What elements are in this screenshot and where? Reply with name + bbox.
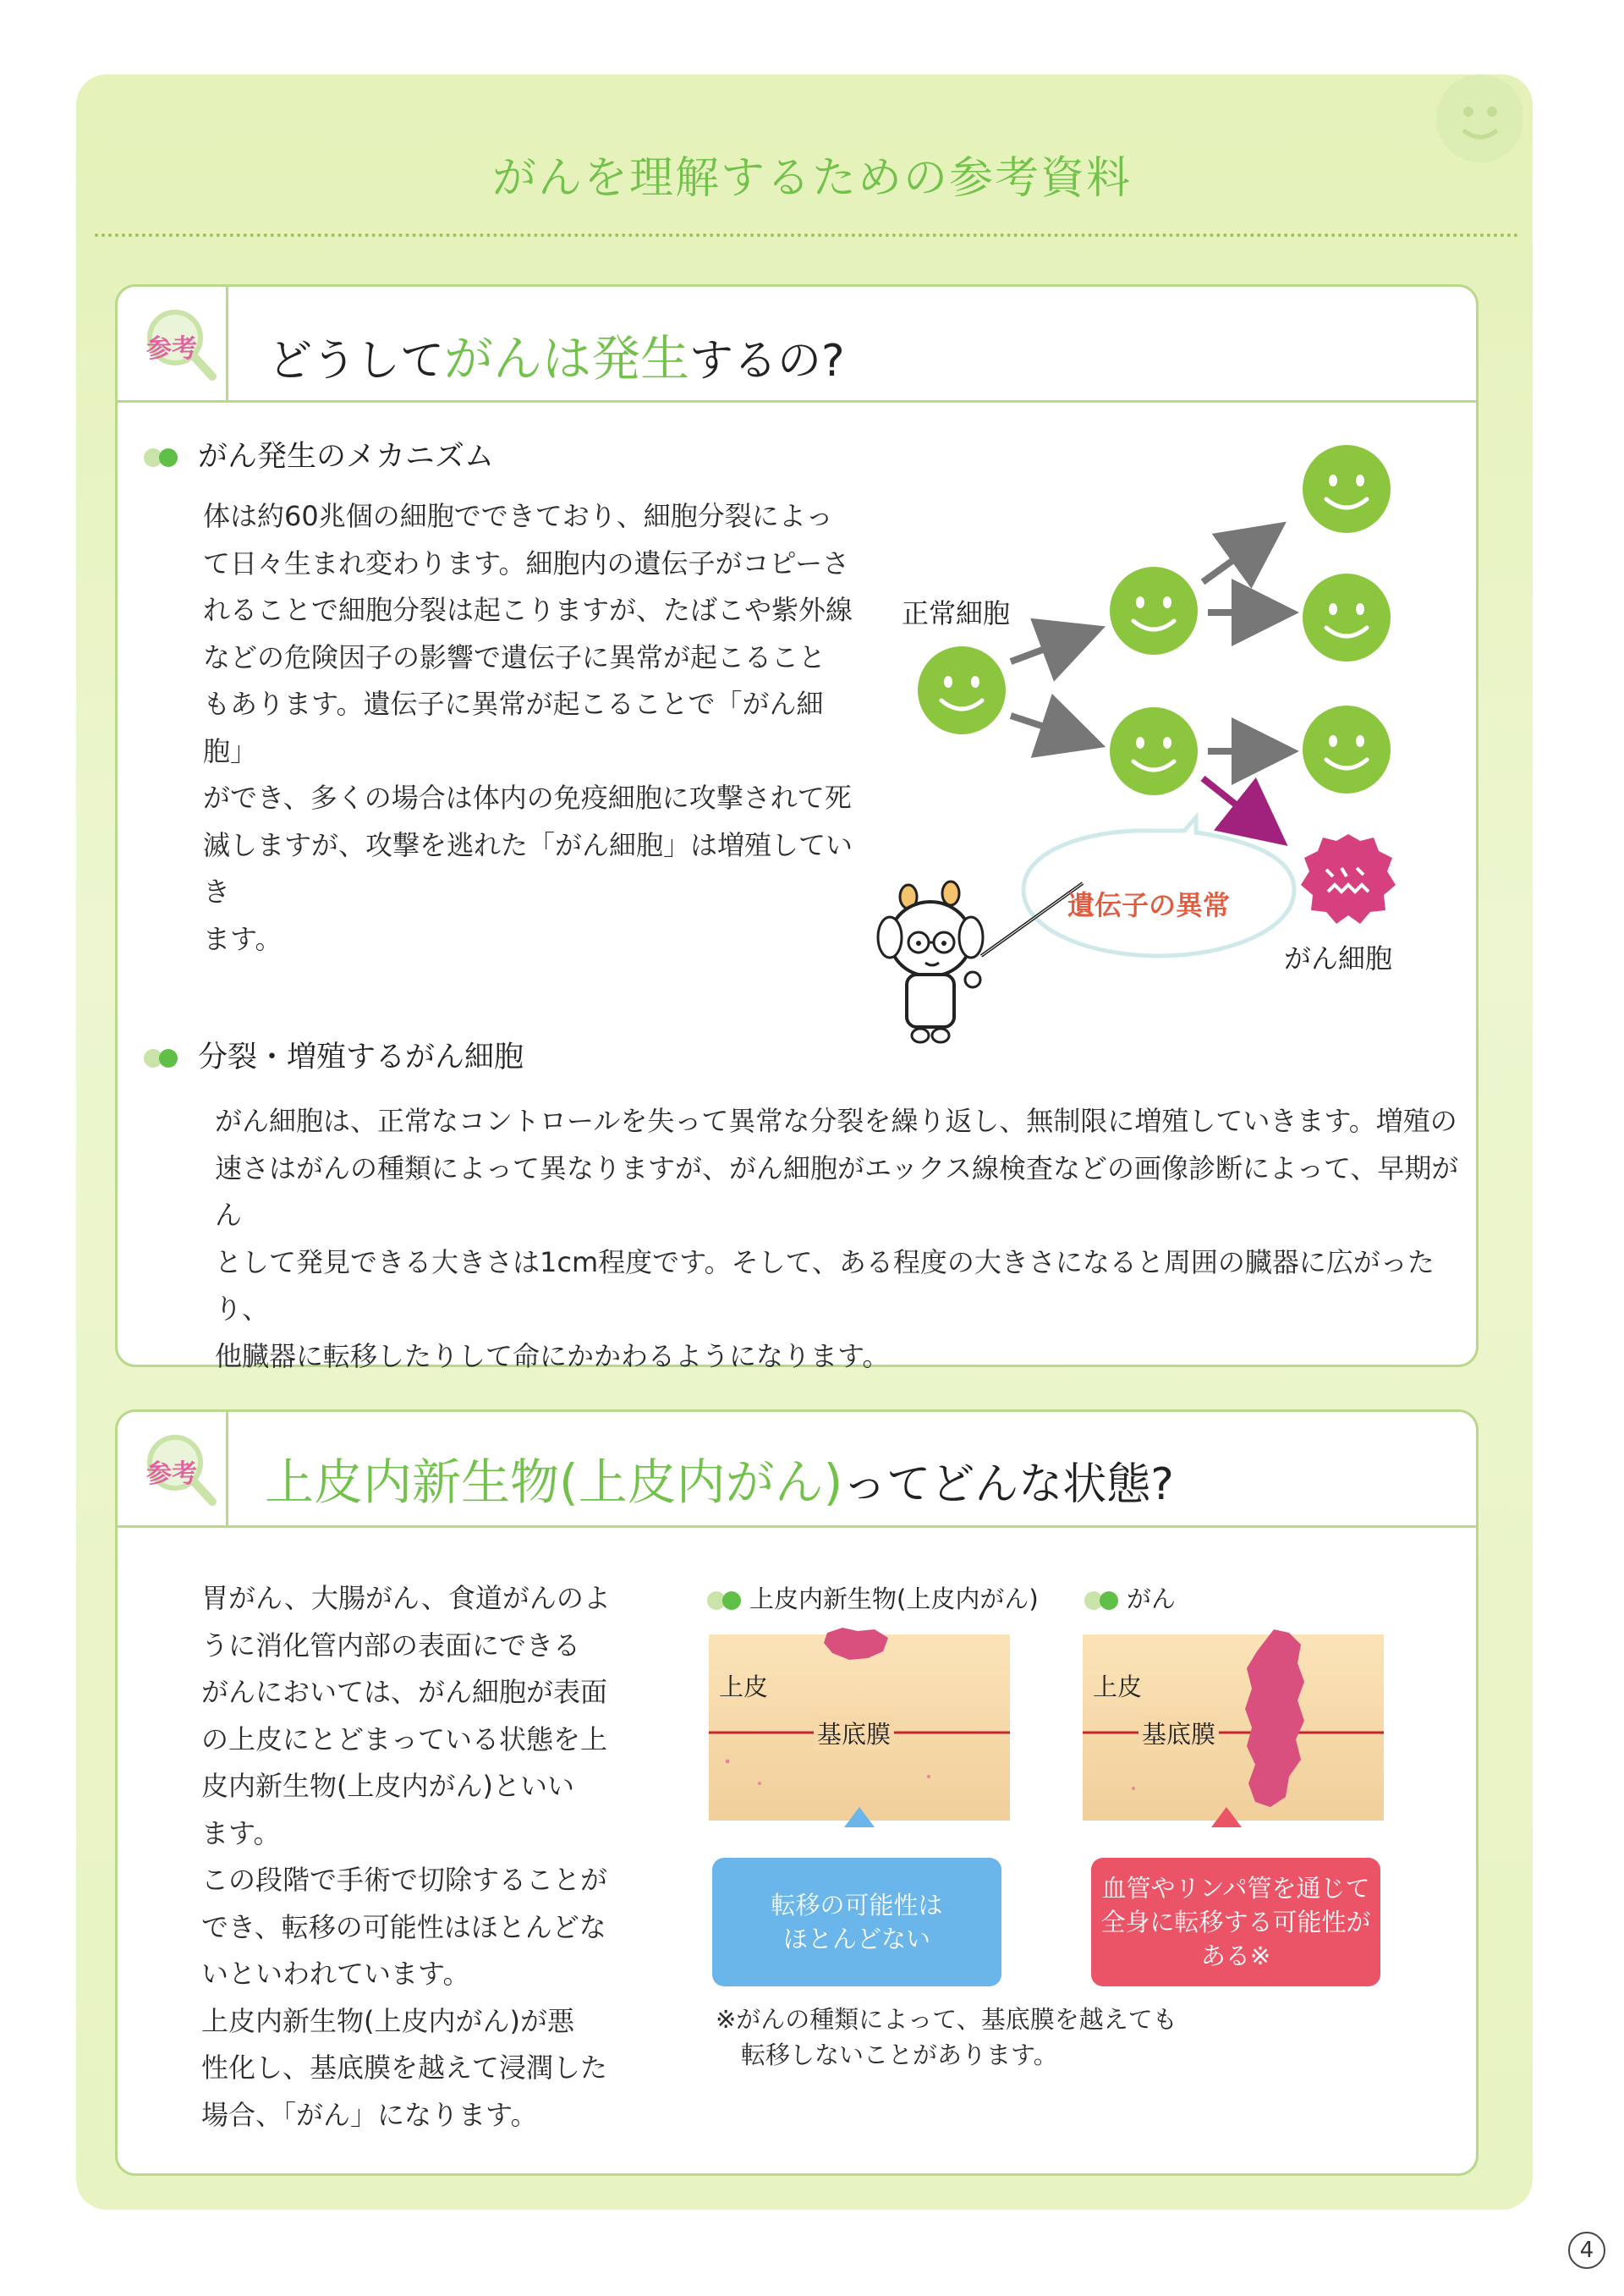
text-line: がんにおいては、がん細胞が表面 bbox=[201, 1676, 608, 1708]
section-2-heading bbox=[265, 1442, 1174, 1513]
badge-label: 参考 bbox=[146, 1459, 197, 1489]
text-line: うに消化管内部の表面にできる bbox=[201, 1629, 581, 1662]
text-line: れることで細胞分裂は起こりますが、たばこや紫外線 bbox=[203, 594, 853, 626]
badge-label: 参考 bbox=[146, 334, 197, 364]
text-line: 体は約60兆個の細胞でできており、細胞分裂によっ bbox=[203, 500, 833, 532]
fig-right-title bbox=[1084, 1580, 1176, 1615]
subheading-text: がん発生のメカニズム bbox=[198, 440, 495, 474]
note-line: ※がんの種類によって、基底膜を越えても bbox=[716, 2005, 1177, 2034]
division-paragraph bbox=[215, 1098, 1467, 1380]
text-line: 性化し、基底膜を越えて浸潤した bbox=[201, 2052, 608, 2084]
section-2-header bbox=[118, 1412, 1476, 1528]
cancer-cell-label: がん細胞 bbox=[1284, 942, 1393, 975]
normal-cell bbox=[1303, 574, 1391, 662]
heading-part: するの? bbox=[689, 336, 845, 387]
normal-cell-label: 正常細胞 bbox=[902, 597, 1011, 629]
normal-cell bbox=[1110, 707, 1198, 795]
figure-title-text: 上皮内新生物(上皮内がん) bbox=[749, 1585, 1039, 1613]
basement-membrane-label: 基底膜 bbox=[814, 1716, 894, 1750]
title-divider bbox=[95, 233, 1519, 237]
text-line: 速さはがんの種類によって異なりますが、がん細胞がエックス線検査などの画像診断によって、早期がん bbox=[215, 1151, 1459, 1231]
arrow bbox=[1011, 631, 1093, 662]
epithelium-label: 上皮 bbox=[1093, 1673, 1143, 1701]
text-line: 滅しますが、攻撃を逃れた「がん細胞」は増殖していき bbox=[203, 828, 853, 908]
mutation-arrow bbox=[1203, 778, 1277, 838]
text-line: ます。 bbox=[203, 922, 283, 955]
box-line: 転移の可能性は bbox=[771, 1891, 943, 1920]
text-line: 他臓器に転移したりして命にかかわるようになります。 bbox=[215, 1339, 890, 1372]
normal-cell bbox=[1303, 706, 1391, 794]
arrow bbox=[1011, 716, 1093, 743]
figure-title-text: がん bbox=[1127, 1585, 1177, 1613]
text-line: もあります。遺伝子に異常が起こることで「がん細胞」 bbox=[203, 688, 824, 767]
reference-badge bbox=[118, 1412, 228, 1525]
text-line: でき、転移の可能性はほとんどな bbox=[201, 1910, 606, 1943]
bullet-dots-icon bbox=[1084, 1591, 1123, 1610]
note-line: 転移しないことがあります。 bbox=[741, 2041, 1058, 2069]
heading-highlight: 上皮内新生物(上皮内がん) bbox=[265, 1453, 843, 1511]
subheading-mechanism bbox=[144, 433, 494, 475]
text-line: の上皮にとどまっている状態を上 bbox=[201, 1722, 608, 1755]
doctor-mascot-illustration bbox=[878, 882, 1083, 1042]
metastasis-unlikely-box bbox=[712, 1858, 1001, 1986]
text-line: 場合、「がん」になります。 bbox=[201, 2098, 538, 2131]
normal-cell bbox=[918, 646, 1006, 734]
tissue-diagram-cancer bbox=[1083, 1628, 1384, 1827]
text-line: ができ、多くの場合は体内の免疫細胞に攻撃されて死 bbox=[203, 782, 852, 814]
text-line: て日々生まれ変わります。細胞内の遺伝子がコピーさ bbox=[203, 547, 850, 579]
arrow bbox=[1203, 530, 1276, 582]
cancer-cell bbox=[1301, 834, 1396, 924]
text-line: として発見できる大きさは1cm程度です。そして、ある程度の大きさになると周囲の臓器に広がったり、 bbox=[215, 1245, 1435, 1325]
section-1-heading bbox=[268, 319, 845, 390]
epithelial-paragraph bbox=[201, 1575, 624, 2139]
page-number: 4 bbox=[1568, 2232, 1605, 2269]
page-title: がんを理解するための参考資料 bbox=[491, 153, 1132, 204]
text-line: 皮内新生物(上皮内がん)といい bbox=[201, 1770, 574, 1802]
bullet-dots-icon bbox=[707, 1591, 746, 1610]
bullet-dots-icon bbox=[144, 448, 183, 467]
text-line: いといわれています。 bbox=[201, 1958, 470, 1990]
text-line: などの危険因子の影響で遺伝子に異常が起こること bbox=[203, 640, 826, 673]
epithelium-label: 上皮 bbox=[719, 1673, 769, 1701]
bullet-dots-icon bbox=[144, 1049, 183, 1068]
box-line: ほとんどない bbox=[782, 1925, 930, 1953]
metastasis-possible-box bbox=[1091, 1858, 1380, 1986]
text-line: 上皮内新生物(上皮内がん)が悪 bbox=[201, 2004, 574, 2037]
text-line: がん細胞は、正常なコントロールを失って異常な分裂を繰り返し、無制限に増殖していきます。増殖の bbox=[215, 1105, 1457, 1137]
text-line: この段階で手術で切除することが bbox=[201, 1864, 608, 1896]
reference-badge bbox=[118, 287, 228, 400]
text-line: ます。 bbox=[201, 1816, 281, 1849]
subheading-text: 分裂・増殖するがん細胞 bbox=[198, 1041, 524, 1074]
mechanism-paragraph bbox=[203, 493, 863, 963]
normal-cell bbox=[1110, 567, 1198, 655]
heading-part: ってどんな状態? bbox=[842, 1459, 1174, 1510]
heading-highlight: がんは発生 bbox=[444, 330, 690, 387]
heading-part: どうして bbox=[268, 336, 445, 387]
box-line: ある※ bbox=[1200, 1942, 1271, 1970]
footnote bbox=[716, 2002, 1177, 2073]
section-1-header bbox=[118, 287, 1476, 403]
fig-left-title bbox=[707, 1580, 1039, 1615]
subheading-division bbox=[144, 1034, 524, 1076]
basement-membrane-label: 基底膜 bbox=[1138, 1716, 1219, 1750]
normal-cell bbox=[1303, 445, 1391, 533]
box-line: 全身に転移する可能性が bbox=[1100, 1908, 1371, 1936]
text-line: 胃がん、大腸がん、食道がんのよ bbox=[201, 1582, 611, 1614]
box-line: 血管やリンパ管を通じて bbox=[1101, 1874, 1370, 1903]
mutation-label: 遺伝子の異常 bbox=[1067, 889, 1231, 921]
